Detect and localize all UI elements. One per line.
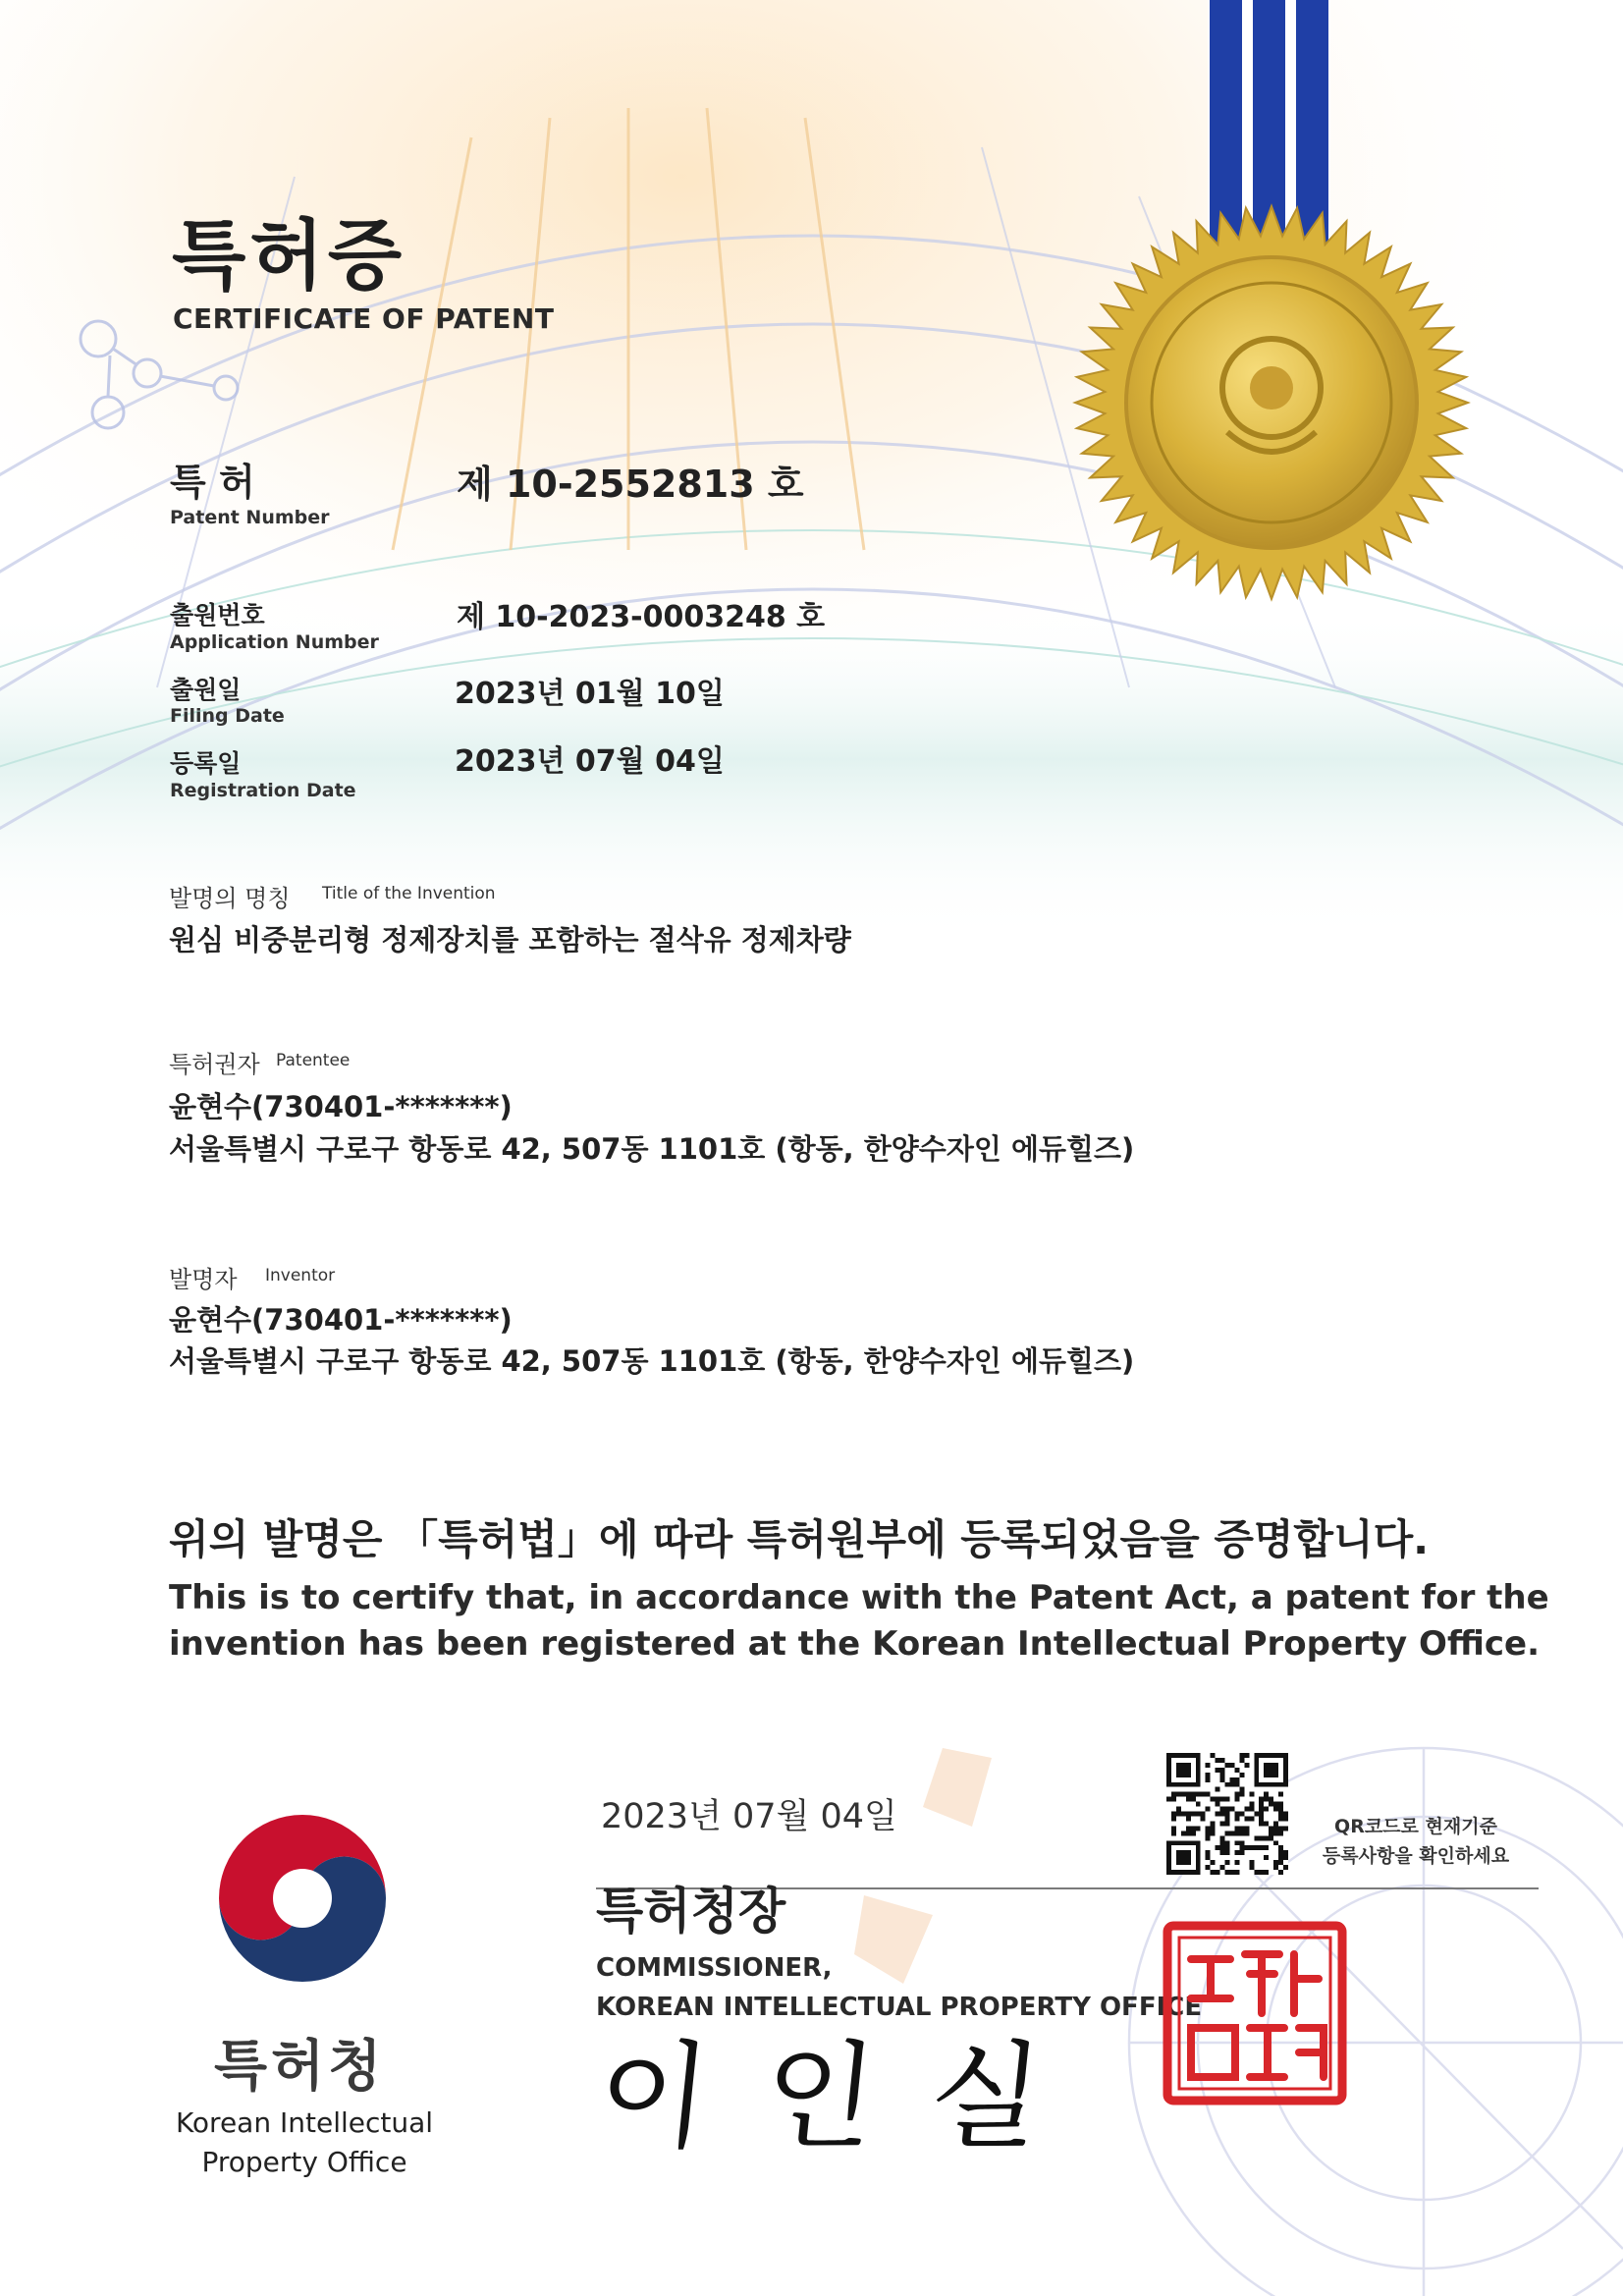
certificate-title-en: CERTIFICATE OF PATENT <box>173 302 555 335</box>
application-number-label-en: Application Number <box>170 631 379 653</box>
invention-label-en: Title of the Invention <box>322 884 496 903</box>
invention-label-ko: 발명의 명칭 <box>169 885 291 912</box>
patent-number-value: 제 10-2552813 호 <box>457 463 804 506</box>
patentee-name: 윤현수(730401-*******) <box>169 1090 513 1123</box>
patentee-address: 서울특별시 구로구 항동로 42, 507동 1101호 (항동, 한양수자인 에듀힐즈) <box>169 1132 1135 1166</box>
application-number-label-ko: 출원번호 <box>170 601 265 629</box>
patent-number-label-en: Patent Number <box>170 507 330 528</box>
agency-name-en-line2: Property Office <box>201 2146 407 2178</box>
inventor-label-ko: 발명자 <box>169 1266 238 1293</box>
filing-date-label-en: Filing Date <box>170 705 285 727</box>
commissioner-signature: 이인실 <box>590 2029 1104 2164</box>
issue-date: 2023년 07월 04일 <box>601 1797 897 1836</box>
certification-statement-ko: 위의 발명은 「특허법」에 따라 특허원부에 등록되었음을 증명합니다. <box>169 1515 1430 1563</box>
invention-title: 원심 비중분리형 정제장치를 포함하는 절삭유 정제차량 <box>169 923 851 957</box>
kipo-taeguk-logo <box>209 1805 396 1992</box>
registration-date-label-ko: 등록일 <box>170 749 242 778</box>
agency-name-ko: 특허청 <box>214 2035 386 2099</box>
patent-number-label-ko: 특 허 <box>170 461 255 504</box>
certificate-title-ko: 특허증 <box>172 212 406 301</box>
agency-name-en-line1: Korean Intellectual <box>175 2106 434 2139</box>
filing-date-label-ko: 출원일 <box>170 676 242 704</box>
qr-note-line2: 등록사항을 확인하세요 <box>1322 1845 1510 1867</box>
certification-statement-en-line1: This is to certify that, in accordance with the Patent Act, a patent for the <box>169 1578 1549 1617</box>
patentee-label-en: Patentee <box>276 1051 351 1070</box>
commissioner-title-ko: 특허청장 <box>596 1883 786 1940</box>
commissioner-title-en-line1: COMMISSIONER, <box>596 1953 833 1983</box>
inventor-label-en: Inventor <box>265 1266 336 1285</box>
filing-date-value: 2023년 01월 10일 <box>455 677 725 711</box>
application-number-value: 제 10-2023-0003248 호 <box>457 600 826 634</box>
gold-seal <box>1070 201 1473 604</box>
inventor-name: 윤현수(730401-*******) <box>169 1303 513 1337</box>
patentee-label-ko: 특허권자 <box>169 1051 260 1078</box>
registration-date-value: 2023년 07월 04일 <box>455 744 725 779</box>
qr-note-line1: QR코드로 현재기준 <box>1334 1816 1497 1837</box>
qr-code[interactable] <box>1166 1753 1288 1875</box>
official-stamp <box>1162 1920 1348 2106</box>
registration-date-label-en: Registration Date <box>170 780 356 801</box>
certification-statement-en-line2: invention has been registered at the Korean Intellectual Property Office. <box>169 1624 1540 1664</box>
commissioner-title-en-line2: KOREAN INTELLECTUAL PROPERTY OFFICE <box>596 1993 1203 2022</box>
inventor-address: 서울특별시 구로구 항동로 42, 507동 1101호 (항동, 한양수자인 에듀힐즈) <box>169 1344 1135 1378</box>
